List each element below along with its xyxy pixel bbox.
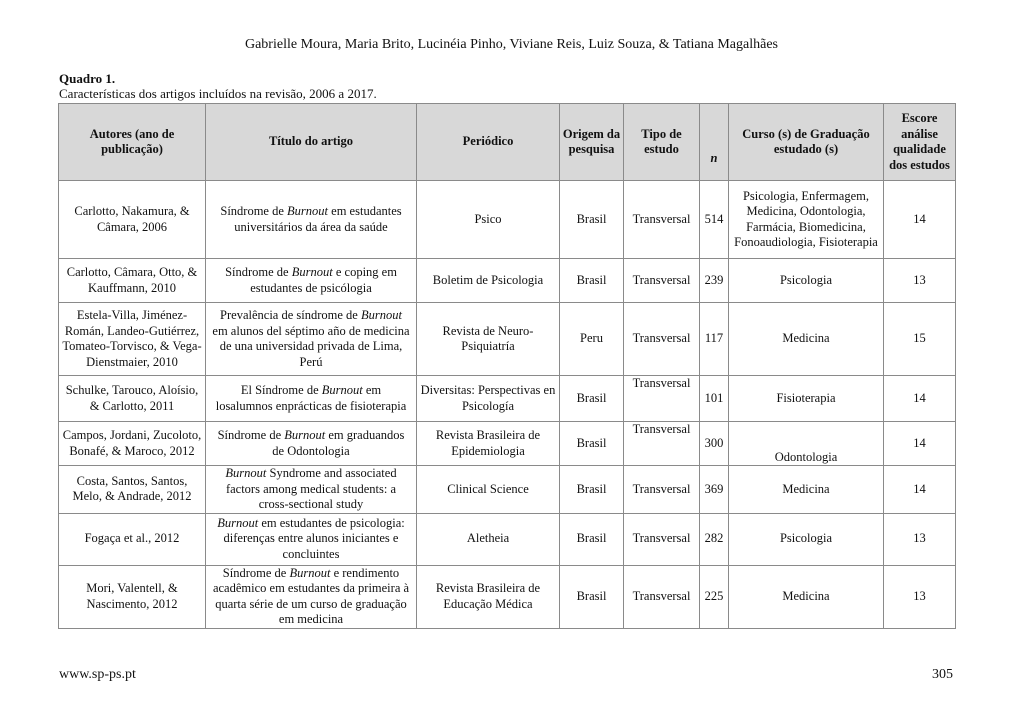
cell-escore: 14	[884, 376, 956, 422]
title-text-emphasis: Burnout	[225, 466, 267, 480]
cell-n: 117	[700, 303, 729, 376]
cell-tipo: Transversal	[624, 513, 700, 565]
table-row	[59, 422, 956, 466]
cell-periodico: Revista de Neuro-Psiquiatría	[417, 303, 560, 376]
cell-titulo	[206, 565, 417, 628]
col-header-escore: Escore análise qualidade dos estudos	[884, 104, 956, 181]
cell-periodico: Psico	[417, 181, 560, 259]
title-text-pre: El Síndrome de	[240, 383, 322, 397]
cell-n: 101	[700, 376, 729, 422]
cell-origem: Brasil	[560, 422, 624, 466]
cell-autores: Carlotto, Câmara, Otto, & Kauffmann, 2010	[59, 259, 206, 303]
table-row	[59, 466, 956, 514]
table-row	[59, 513, 956, 565]
table-row	[59, 181, 956, 259]
cell-curso: Medicina	[729, 303, 884, 376]
title-text-pre: Síndrome de	[220, 204, 288, 218]
cell-curso: Medicina	[729, 565, 884, 628]
title-text-post: em estudantes de psicologia: diferenças entre alunos iniciantes e concluintes	[223, 515, 405, 561]
cell-origem: Brasil	[560, 466, 624, 514]
col-header-periodico: Periódico	[417, 104, 560, 181]
cell-escore: 13	[884, 259, 956, 303]
cell-origem: Brasil	[560, 513, 624, 565]
title-text-emphasis: Burnout	[284, 428, 326, 442]
title-text-post: em losalumnos enprácticas de fisioterapia	[215, 383, 407, 413]
running-header: Gabrielle Moura, Maria Brito, Lucinéia Pinho, Viviane Reis, Luiz Souza, & Tatiana Magalhães	[244, 37, 779, 52]
cell-n: 300	[700, 422, 729, 466]
cell-autores: Mori, Valentell, & Nascimento, 2012	[59, 565, 206, 628]
cell-origem: Brasil	[560, 259, 624, 303]
cell-tipo: Transversal	[624, 422, 700, 466]
table-caption-title: Quadro 1.	[59, 71, 116, 86]
cell-titulo	[206, 376, 417, 422]
cell-periodico: Aletheia	[417, 513, 560, 565]
cell-escore: 13	[884, 565, 956, 628]
cell-curso: Fisioterapia	[729, 376, 884, 422]
cell-origem: Brasil	[560, 181, 624, 259]
cell-curso: Psicologia	[729, 513, 884, 565]
cell-autores: Campos, Jordani, Zucoloto, Bonafé, & Maroco, 2012	[59, 422, 206, 466]
cell-autores: Costa, Santos, Santos, Melo, & Andrade, 2012	[59, 466, 206, 514]
cell-curso: Medicina	[729, 466, 884, 514]
cell-curso: Odontologia	[729, 422, 884, 466]
cell-autores: Schulke, Tarouco, Aloísio, & Carlotto, 2011	[59, 376, 206, 422]
title-text-pre: Síndrome de	[222, 565, 290, 580]
col-header-curso: Curso (s) de Graduação estudado (s)	[729, 104, 884, 181]
table-row	[59, 259, 956, 303]
cell-escore: 14	[884, 422, 956, 466]
cell-origem: Brasil	[560, 565, 624, 628]
cell-tipo: Transversal	[624, 466, 700, 514]
col-header-origem: Origem da pesquisa	[560, 104, 624, 181]
cell-n: 369	[700, 466, 729, 514]
cell-curso: Psicologia	[729, 259, 884, 303]
cell-curso: Psicologia, Enfermagem, Medicina, Odontologia, Farmácia, Biomedicina, Fonoaudiologia, Fisioterapia	[729, 181, 884, 259]
cell-n: 239	[700, 259, 729, 303]
col-header-tipo: Tipo de estudo	[624, 104, 700, 181]
col-header-autores: Autores (ano de publicação)	[59, 104, 206, 181]
cell-autores: Carlotto, Nakamura, & Câmara, 2006	[59, 181, 206, 259]
cell-periodico: Diversitas: Perspectivas en Psicología	[417, 376, 560, 422]
cell-periodico: Boletim de Psicologia	[417, 259, 560, 303]
cell-escore: 14	[884, 466, 956, 514]
title-text-emphasis: Burnout	[291, 265, 333, 279]
title-text-emphasis: Burnout	[289, 565, 331, 580]
cell-periodico: Revista Brasileira de Educação Médica	[417, 565, 560, 628]
cell-titulo	[206, 181, 417, 259]
title-text-post: e coping em estudantes de psicólogia	[250, 265, 397, 295]
cell-tipo: Transversal	[624, 181, 700, 259]
cell-n: 514	[700, 181, 729, 259]
cell-titulo	[206, 303, 417, 376]
cell-titulo	[206, 513, 417, 565]
cell-tipo: Transversal	[624, 303, 700, 376]
cell-tipo: Transversal	[624, 376, 700, 422]
title-text-post: e rendimento acadêmico em estudantes da primeira à quarta série de um curso de graduação em medicina	[212, 565, 410, 626]
cell-titulo	[206, 466, 417, 514]
table-caption-subtitle: Características dos artigos incluídos na revisão, 2006 a 2017.	[59, 86, 377, 101]
title-text-pre: Prevalência de síndrome de	[220, 308, 361, 322]
page-number: 305	[932, 667, 953, 682]
cell-origem: Brasil	[560, 376, 624, 422]
cell-tipo: Transversal	[624, 565, 700, 628]
title-text-post: Syndrome and associated factors among medical students: a cross-sectional study	[225, 466, 397, 511]
title-text-emphasis: Burnout	[321, 383, 363, 397]
title-text-emphasis: Burnout	[287, 204, 329, 218]
cell-escore: 13	[884, 513, 956, 565]
title-text-post: em estudantes universitários da área da saúde	[234, 204, 402, 234]
cell-n: 225	[700, 565, 729, 628]
title-text-post: em alunos del séptimo año de medicina de una universidad privada de Lima, Perú	[212, 323, 410, 369]
title-text-pre: Síndrome de	[217, 428, 285, 442]
cell-origem: Peru	[560, 303, 624, 376]
cell-titulo	[206, 422, 417, 466]
footer-url: www.sp-ps.pt	[59, 667, 136, 682]
col-header-titulo: Título do artigo	[206, 104, 417, 181]
table-header-row	[59, 104, 956, 181]
cell-escore: 14	[884, 181, 956, 259]
articles-table	[58, 103, 956, 629]
table-row	[59, 565, 956, 628]
cell-autores: Estela-Villa, Jiménez-Román, Landeo-Gutiérrez, Tomateo-Torvisco, & Vega-Dienstmaier, 2010	[59, 303, 206, 376]
cell-n: 282	[700, 513, 729, 565]
title-text-emphasis: Burnout	[360, 308, 402, 322]
cell-periodico: Clinical Science	[417, 466, 560, 514]
table-row	[59, 303, 956, 376]
cell-periodico: Revista Brasileira de Epidemiologia	[417, 422, 560, 466]
title-text-pre: Síndrome de	[225, 265, 292, 279]
col-header-n: n	[700, 104, 729, 181]
title-text-emphasis: Burnout	[217, 515, 259, 530]
cell-titulo	[206, 259, 417, 303]
cell-tipo: Transversal	[624, 259, 700, 303]
table-row	[59, 376, 956, 422]
cell-autores: Fogaça et al., 2012	[59, 513, 206, 565]
cell-escore: 15	[884, 303, 956, 376]
title-text-post: em graduandos de Odontologia	[272, 428, 405, 458]
